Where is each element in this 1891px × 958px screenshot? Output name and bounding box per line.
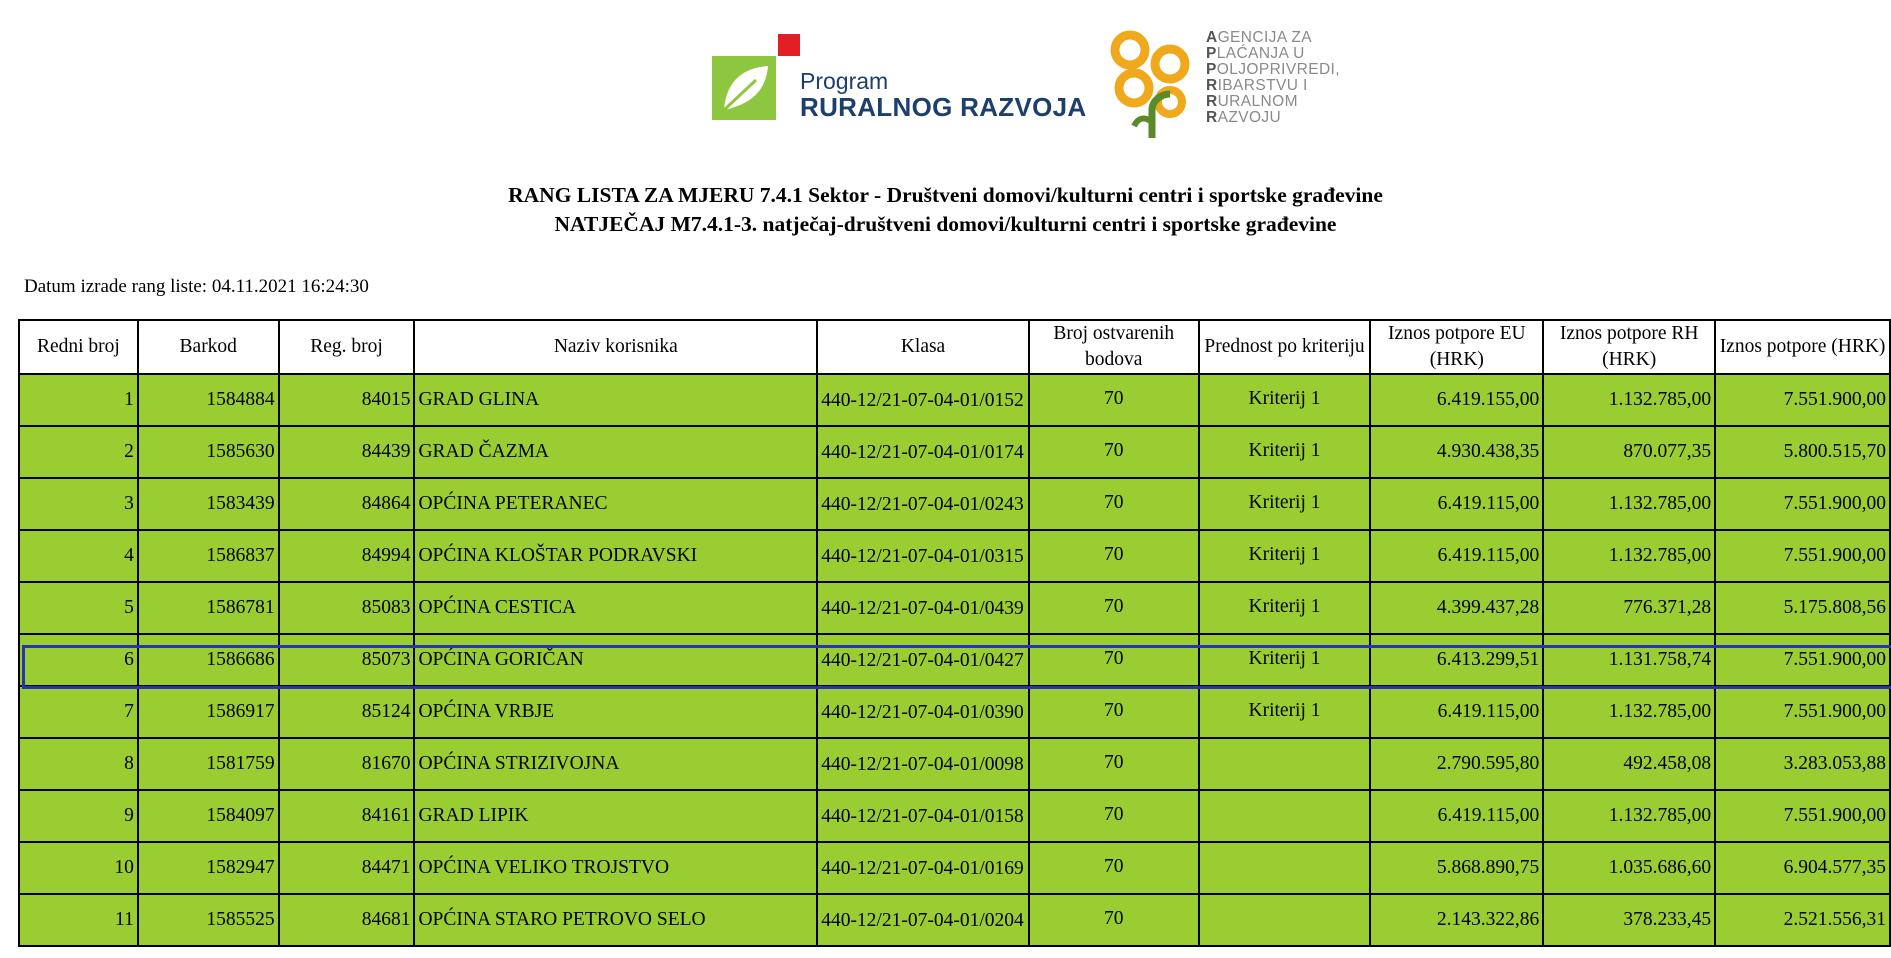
table-row[interactable] — [19, 582, 1890, 634]
column-header-iznos-ukupno: Iznos potpore (HRK) — [1715, 320, 1890, 374]
column-header-klasa: Klasa — [817, 320, 1029, 374]
table-header-row — [19, 320, 1890, 374]
cell-klasa: 440-12/21-07-04-01/0169 — [817, 842, 1029, 894]
cell-klasa: 440-12/21-07-04-01/0158 — [817, 790, 1029, 842]
cell-naziv-korisnika: GRAD ČAZMA — [414, 426, 817, 478]
cell-redni-broj: 5 — [19, 582, 138, 634]
table-row[interactable] — [19, 634, 1890, 686]
apprr-line: RAZVOJU — [1206, 109, 1282, 126]
cell-iznos-rh: 378.233,45 — [1543, 894, 1715, 946]
cell-iznos-rh: 1.132.785,00 — [1543, 478, 1715, 530]
cell-iznos-eu: 6.419.155,00 — [1370, 374, 1543, 426]
cell-iznos-eu: 5.868.890,75 — [1370, 842, 1543, 894]
prr-name-label: RURALNOG RAZVOJA — [800, 92, 1087, 122]
cell-iznos-eu: 4.399.437,28 — [1370, 582, 1543, 634]
cell-iznos-ukupno: 7.551.900,00 — [1715, 478, 1890, 530]
cell-naziv-korisnika: OPĆINA VELIKO TROJSTVO — [414, 842, 817, 894]
cell-prednost: Kriterij 1 — [1199, 478, 1371, 530]
page-subtitle: NATJEČAJ M7.4.1-3. natječaj-društveni domovi/kulturni centri i sportske građevine — [554, 212, 1337, 236]
table-row[interactable] — [19, 894, 1890, 946]
prr-logo — [712, 34, 1087, 122]
cell-prednost — [1199, 738, 1371, 790]
cell-redni-broj: 11 — [19, 894, 138, 946]
cell-prednost: Kriterij 1 — [1199, 374, 1371, 426]
cell-barkod: 1583439 — [138, 478, 279, 530]
cell-iznos-ukupno: 2.521.556,31 — [1715, 894, 1890, 946]
cell-klasa: 440-12/21-07-04-01/0243 — [817, 478, 1029, 530]
cell-klasa: 440-12/21-07-04-01/0390 — [817, 686, 1029, 738]
table-row[interactable] — [19, 686, 1890, 738]
cell-redni-broj: 9 — [19, 790, 138, 842]
cell-iznos-ukupno: 7.551.900,00 — [1715, 790, 1890, 842]
table-row[interactable] — [19, 478, 1890, 530]
cell-barkod: 1584097 — [138, 790, 279, 842]
cell-reg-broj: 85124 — [279, 686, 415, 738]
cell-iznos-eu: 6.419.115,00 — [1370, 530, 1543, 582]
cell-prednost: Kriterij 1 — [1199, 426, 1371, 478]
cell-iznos-eu: 6.413.299,51 — [1370, 634, 1543, 686]
table-row[interactable] — [19, 790, 1890, 842]
cell-klasa: 440-12/21-07-04-01/0439 — [817, 582, 1029, 634]
column-header-redni-broj: Redni broj — [19, 320, 138, 374]
cell-barkod: 1585630 — [138, 426, 279, 478]
cell-iznos-eu: 2.143.322,86 — [1370, 894, 1543, 946]
cell-reg-broj: 81670 — [279, 738, 415, 790]
cell-reg-broj: 85083 — [279, 582, 415, 634]
cell-iznos-eu: 6.419.115,00 — [1370, 686, 1543, 738]
cell-iznos-eu: 6.419.115,00 — [1370, 790, 1543, 842]
cell-naziv-korisnika: OPĆINA GORIČAN — [414, 634, 817, 686]
cell-iznos-ukupno: 5.175.808,56 — [1715, 582, 1890, 634]
cell-iznos-eu: 2.790.595,80 — [1370, 738, 1543, 790]
cell-redni-broj: 7 — [19, 686, 138, 738]
cell-bodovi: 70 — [1029, 426, 1199, 478]
apprr-line: RURALNOM — [1206, 93, 1298, 110]
cell-barkod: 1586917 — [138, 686, 279, 738]
cell-iznos-ukupno: 6.904.577,35 — [1715, 842, 1890, 894]
cell-barkod: 1582947 — [138, 842, 279, 894]
cell-klasa: 440-12/21-07-04-01/0204 — [817, 894, 1029, 946]
page-title: RANG LISTA ZA MJERU 7.4.1 Sektor - Društveni domovi/kulturni centri i sportske građevine — [508, 183, 1383, 207]
cell-bodovi: 70 — [1029, 686, 1199, 738]
cell-iznos-rh: 1.035.686,60 — [1543, 842, 1715, 894]
cell-bodovi: 70 — [1029, 894, 1199, 946]
cell-prednost — [1199, 894, 1371, 946]
apprr-name — [1206, 30, 1340, 126]
table-row[interactable] — [19, 374, 1890, 426]
cell-iznos-eu: 6.419.115,00 — [1370, 478, 1543, 530]
column-header-naziv-korisnika: Naziv korisnika — [414, 320, 817, 374]
cell-redni-broj: 3 — [19, 478, 138, 530]
cell-iznos-rh: 1.132.785,00 — [1543, 686, 1715, 738]
cell-klasa: 440-12/21-07-04-01/0152 — [817, 374, 1029, 426]
cell-iznos-ukupno: 7.551.900,00 — [1715, 634, 1890, 686]
rank-table — [18, 319, 1891, 947]
cell-bodovi: 70 — [1029, 790, 1199, 842]
cell-barkod: 1585525 — [138, 894, 279, 946]
cell-iznos-rh: 870.077,35 — [1543, 426, 1715, 478]
cell-klasa: 440-12/21-07-04-01/0174 — [817, 426, 1029, 478]
table-row[interactable] — [19, 738, 1890, 790]
prr-program-label: Program — [800, 68, 889, 94]
cell-naziv-korisnika: GRAD LIPIK — [414, 790, 817, 842]
cell-naziv-korisnika: OPĆINA VRBJE — [414, 686, 817, 738]
cell-iznos-rh: 492.458,08 — [1543, 738, 1715, 790]
cell-reg-broj: 84015 — [279, 374, 415, 426]
cell-iznos-ukupno: 7.551.900,00 — [1715, 374, 1890, 426]
cell-klasa: 440-12/21-07-04-01/0315 — [817, 530, 1029, 582]
cell-barkod: 1581759 — [138, 738, 279, 790]
cell-iznos-ukupno: 7.551.900,00 — [1715, 686, 1890, 738]
cell-barkod: 1584884 — [138, 374, 279, 426]
cell-klasa: 440-12/21-07-04-01/0098 — [817, 738, 1029, 790]
cell-reg-broj: 84681 — [279, 894, 415, 946]
cell-barkod: 1586686 — [138, 634, 279, 686]
cell-bodovi: 70 — [1029, 582, 1199, 634]
table-row[interactable] — [19, 530, 1890, 582]
table-row[interactable] — [19, 426, 1890, 478]
cell-naziv-korisnika: OPĆINA KLOŠTAR PODRAVSKI — [414, 530, 817, 582]
column-header-reg-broj: Reg. broj — [279, 320, 415, 374]
cell-prednost: Kriterij 1 — [1199, 634, 1371, 686]
cell-bodovi: 70 — [1029, 738, 1199, 790]
cell-reg-broj: 84439 — [279, 426, 415, 478]
cell-reg-broj: 84994 — [279, 530, 415, 582]
cell-naziv-korisnika: OPĆINA STRIZIVOJNA — [414, 738, 817, 790]
cell-prednost: Kriterij 1 — [1199, 686, 1371, 738]
cell-reg-broj: 85073 — [279, 634, 415, 686]
cell-reg-broj: 84864 — [279, 478, 415, 530]
cell-redni-broj: 10 — [19, 842, 138, 894]
creation-date: Datum izrade rang liste: 04.11.2021 16:24:30 — [24, 276, 369, 297]
cell-iznos-ukupno: 7.551.900,00 — [1715, 530, 1890, 582]
cell-bodovi: 70 — [1029, 634, 1199, 686]
cell-naziv-korisnika: OPĆINA PETERANEC — [414, 478, 817, 530]
cell-prednost: Kriterij 1 — [1199, 582, 1371, 634]
table-row[interactable] — [19, 842, 1890, 894]
cell-bodovi: 70 — [1029, 478, 1199, 530]
cell-iznos-rh: 1.132.785,00 — [1543, 374, 1715, 426]
apprr-line: POLJOPRIVREDI, — [1206, 61, 1340, 78]
cell-naziv-korisnika: OPĆINA CESTICA — [414, 582, 817, 634]
apprr-logo — [1110, 30, 1370, 140]
cell-redni-broj: 2 — [19, 426, 138, 478]
cell-redni-broj: 4 — [19, 530, 138, 582]
cell-naziv-korisnika: GRAD GLINA — [414, 374, 817, 426]
cell-iznos-rh: 1.132.785,00 — [1543, 530, 1715, 582]
apprr-line: PLAĆANJA U — [1206, 45, 1305, 62]
cell-iznos-eu: 4.930.438,35 — [1370, 426, 1543, 478]
cell-iznos-rh: 1.131.758,74 — [1543, 634, 1715, 686]
cell-klasa: 440-12/21-07-04-01/0427 — [817, 634, 1029, 686]
cell-barkod: 1586781 — [138, 582, 279, 634]
apprr-line: RIBARSTVU I — [1206, 77, 1308, 94]
column-header-bodovi: Broj ostvarenih bodova — [1029, 320, 1199, 374]
cell-bodovi: 70 — [1029, 374, 1199, 426]
cell-reg-broj: 84161 — [279, 790, 415, 842]
apprr-plant-icon — [1110, 30, 1196, 138]
column-header-barkod: Barkod — [138, 320, 279, 374]
cell-reg-broj: 84471 — [279, 842, 415, 894]
cell-prednost: Kriterij 1 — [1199, 530, 1371, 582]
cell-iznos-ukupno: 3.283.053,88 — [1715, 738, 1890, 790]
apprr-line: AGENCIJA ZA — [1206, 29, 1313, 46]
cell-prednost — [1199, 842, 1371, 894]
cell-redni-broj: 1 — [19, 374, 138, 426]
cell-naziv-korisnika: OPĆINA STARO PETROVO SELO — [414, 894, 817, 946]
column-header-prednost: Prednost po kriteriju — [1199, 320, 1371, 374]
cell-bodovi: 70 — [1029, 842, 1199, 894]
cell-barkod: 1586837 — [138, 530, 279, 582]
cell-iznos-rh: 776.371,28 — [1543, 582, 1715, 634]
prr-leaf-icon — [712, 34, 802, 122]
column-header-iznos-rh: Iznos potpore RH (HRK) — [1543, 320, 1715, 374]
cell-bodovi: 70 — [1029, 530, 1199, 582]
cell-redni-broj: 8 — [19, 738, 138, 790]
cell-prednost — [1199, 790, 1371, 842]
cell-iznos-ukupno: 5.800.515,70 — [1715, 426, 1890, 478]
column-header-iznos-eu: Iznos potpore EU (HRK) — [1370, 320, 1543, 374]
cell-redni-broj: 6 — [19, 634, 138, 686]
cell-iznos-rh: 1.132.785,00 — [1543, 790, 1715, 842]
